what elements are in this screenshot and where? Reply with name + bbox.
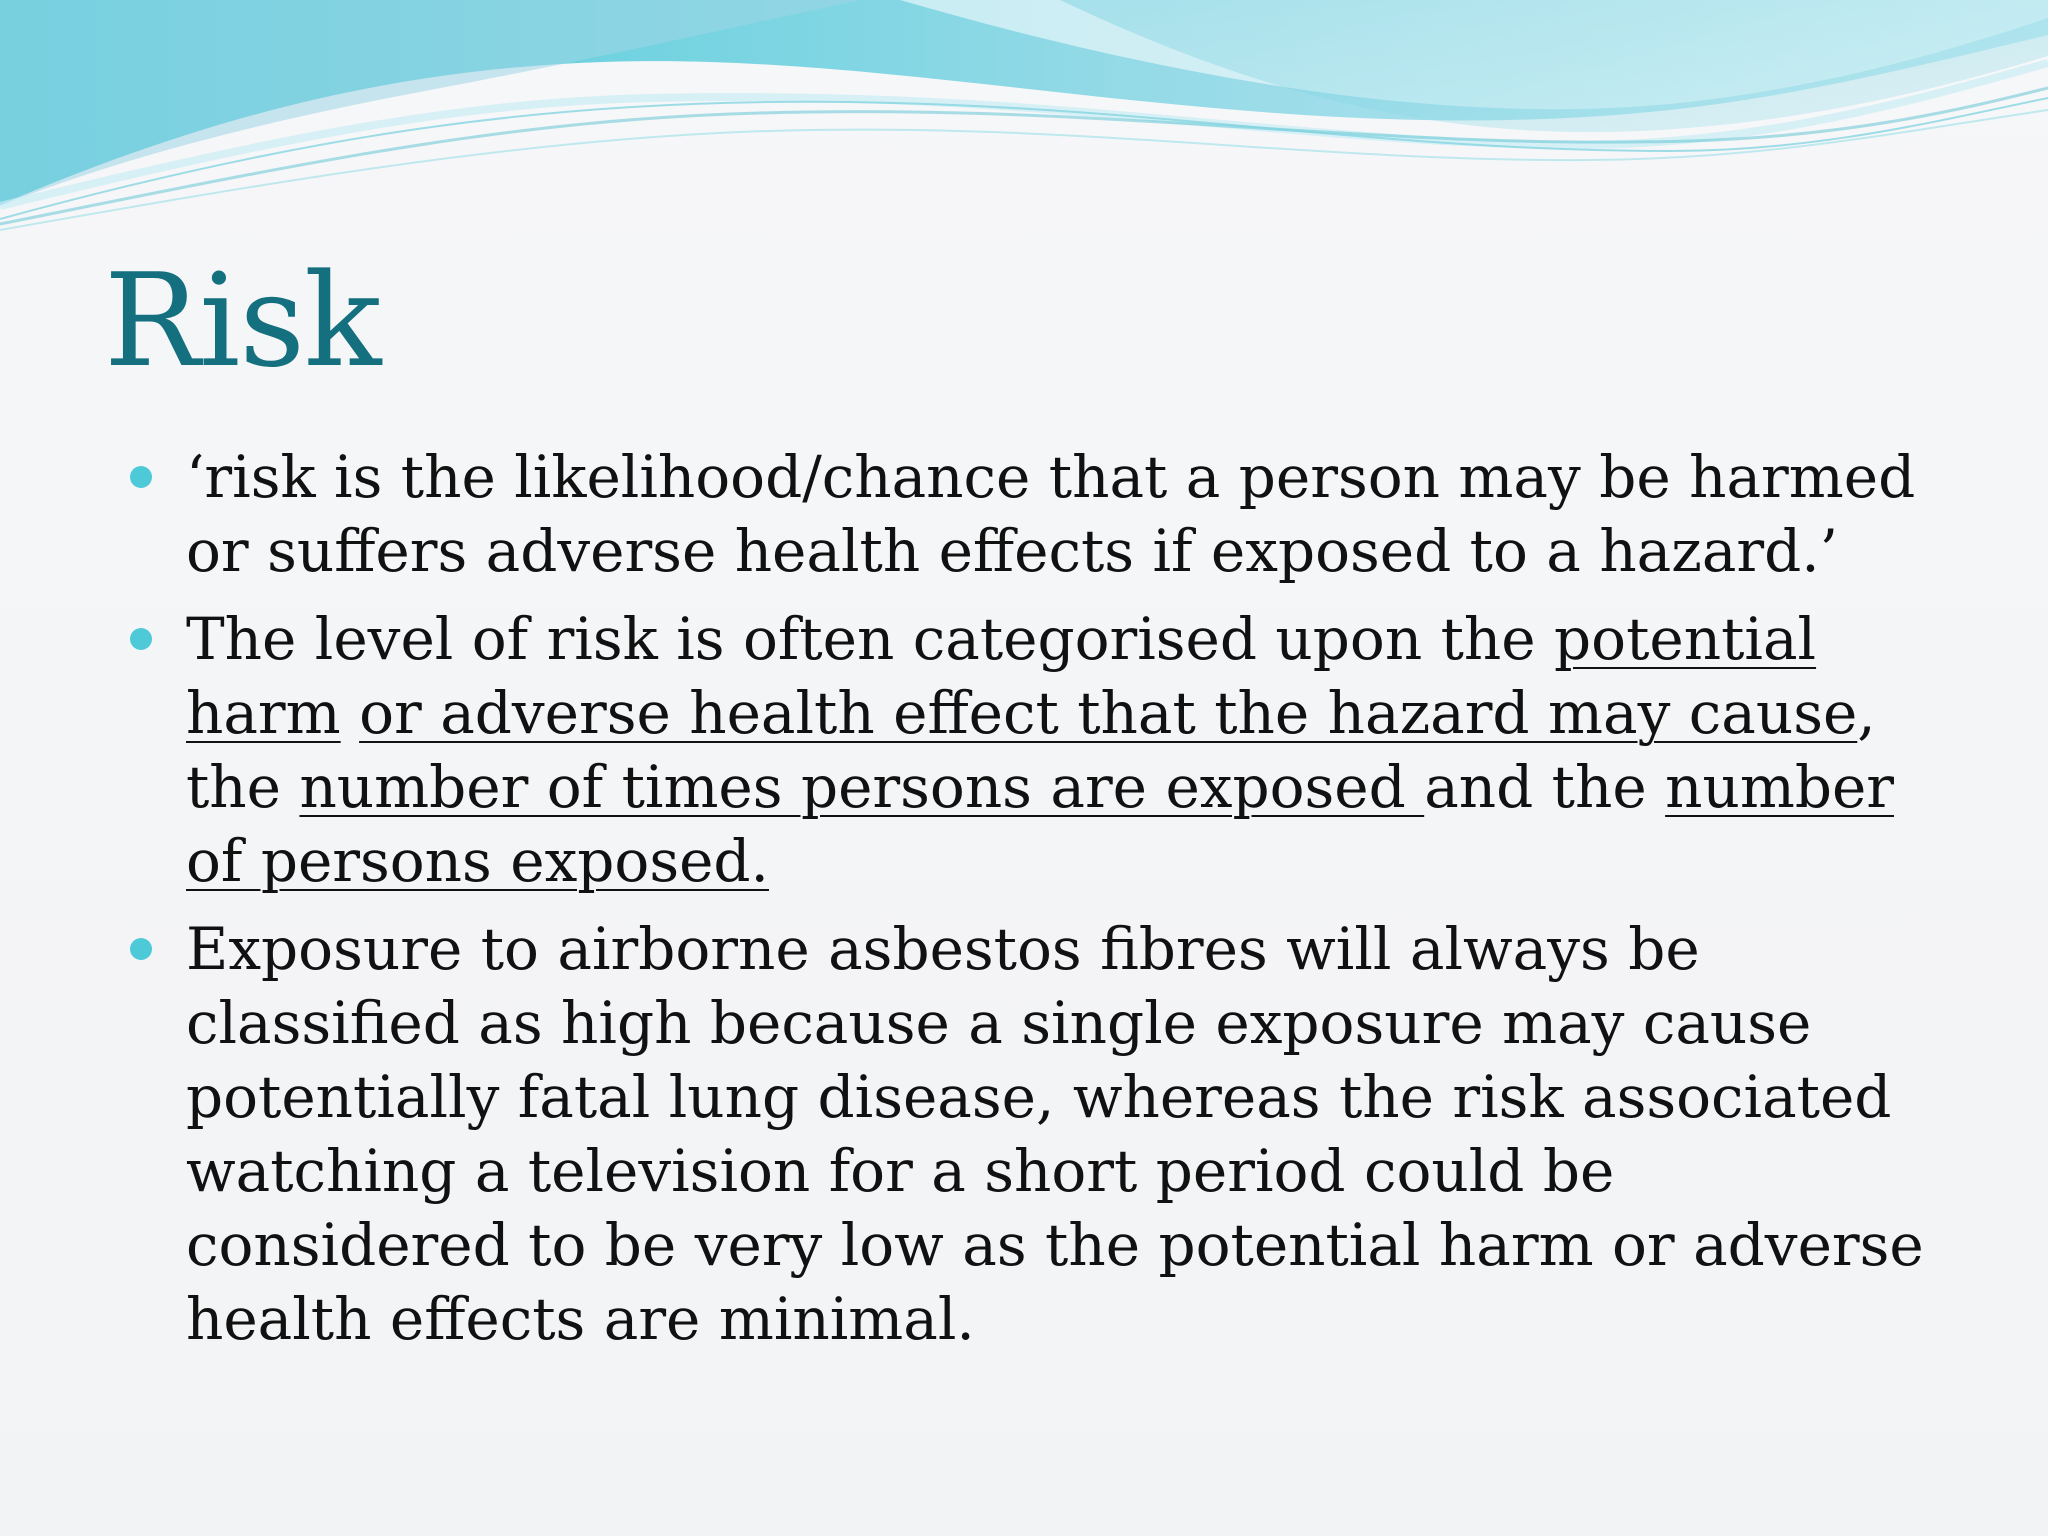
underlined-phrase: number of persons exposed.	[186, 753, 1894, 895]
underlined-phrase: potential harm	[186, 605, 1817, 747]
bullet-text-part: and the	[1424, 753, 1666, 821]
bullet-text: Exposure to airborne asbestos fibres will always be classified as high because a single exposure may cause potentially fatal lung disease, whereas the risk associated watching a television for a short period could be considered to be very low as the potential harm or adverse health effects are minimal.	[186, 915, 1924, 1353]
decorative-wave-header	[0, 0, 2048, 240]
bullet-text-part: , the	[186, 679, 1876, 821]
underlined-phrase: or adverse health effect that the hazard may cause	[359, 679, 1858, 747]
bullet-icon	[130, 466, 152, 488]
bullet-item-risk-definition	[130, 440, 1930, 588]
bullet-text-part: The level of risk is often categorised upon the	[186, 605, 1555, 673]
bullet-list	[130, 440, 1930, 1370]
slide-title: Risk	[104, 247, 381, 396]
bullet-text: ‘risk is the likelihood/chance that a person may be harmed or suffers adverse health effects if exposed to a hazard.’	[186, 443, 1916, 585]
bullet-text-part	[341, 679, 359, 747]
bullet-item-risk-level	[130, 602, 1930, 898]
bullet-icon	[130, 628, 152, 650]
bullet-icon	[130, 938, 152, 960]
bullet-item-asbestos-example	[130, 912, 1930, 1356]
underlined-phrase: number of times persons are exposed	[299, 753, 1425, 821]
